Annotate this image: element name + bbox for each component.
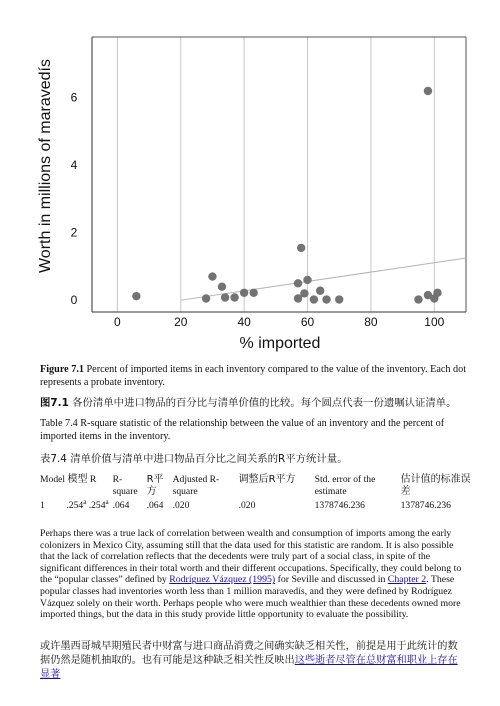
- data-point: [294, 279, 302, 287]
- zh-inline-link[interactable]: 这些逝者尽管在总财富和职业上存在显著: [40, 655, 458, 680]
- table-row: [38, 497, 481, 512]
- table-header-row: [38, 474, 481, 497]
- x-axis-title: % imported: [239, 335, 321, 352]
- body-paragraph-en: [40, 528, 466, 621]
- cell-r-square: .064: [112, 500, 130, 511]
- figure-label-zh: 图7.1: [40, 397, 69, 409]
- data-point: [424, 87, 432, 95]
- paragraph-zh-text: 或许墨西哥城早期殖民者中财富与进口商品消费之间确实缺乏相关性，前提是用于此统计的数据仍然是随机抽取的。也有可能是这种缺乏相关性反映出: [40, 641, 458, 666]
- data-point: [335, 295, 343, 303]
- cell-std-error: 1378746.236: [314, 500, 365, 511]
- paragraph-text: for Seville and discussed in: [275, 574, 388, 586]
- x-tick-label: 60: [300, 315, 315, 329]
- x-tick-label: 80: [364, 315, 378, 329]
- header-r-square: R-square: [112, 474, 138, 497]
- x-tick-label: 40: [237, 315, 251, 329]
- paragraph-text: Perhaps there was a true lack of correlation between wealth and consumption of imports among the early colonizers in Mexico City, assuming still that the data used for this statistic are random. It is also possible that the lack of correlation reflects that the decedents were truly part of a social class, in spite of the significant differences in their total worth and their different occupations. Specifically, they could belong to the “popular classes” defined by: [40, 528, 462, 586]
- figure-caption-zh-text: 各份清单中进口物品的百分比与清单价值的比较。每个圆点代表一份遗嘱认证清单。: [68, 397, 457, 409]
- x-tick-label: 100: [424, 315, 445, 329]
- data-point: [230, 293, 238, 301]
- data-point: [132, 292, 140, 300]
- data-point: [300, 289, 308, 297]
- data-point: [218, 282, 226, 290]
- header-r-square-zh: R平方: [146, 474, 164, 497]
- cell-adjusted-zh: .020: [238, 500, 256, 511]
- header-adjusted-zh: 调整后R平方: [238, 474, 296, 485]
- cell-std-error-zh: 1378746.236: [400, 500, 451, 511]
- data-point: [249, 289, 257, 297]
- body-paragraph-zh: [40, 640, 464, 682]
- data-point: [202, 294, 210, 302]
- x-tick-label: 20: [174, 315, 188, 329]
- data-point: [316, 287, 324, 295]
- chapter-2-link[interactable]: Chapter 2: [387, 574, 427, 586]
- citation-link-rodriguez[interactable]: Rodríguez Vázquez (1995): [169, 574, 276, 586]
- header-std-error: Std. error of the estimate: [314, 474, 376, 497]
- y-tick-labels: [71, 91, 78, 307]
- table-caption: Table 7.4 R-square statistic of the relationship between the value of an inventory and the percent of imported items in the inventory.: [40, 418, 445, 442]
- table-caption-zh: 表7.4 清单价值与清单中进口物品百分比之间关系的R平方统计量。: [40, 453, 348, 465]
- data-point: [240, 289, 248, 297]
- cell-r-square-zh: .064: [146, 500, 164, 511]
- header-model: Model 模型 R: [40, 474, 97, 485]
- figure-caption-text: Percent of imported items in each inventory compared to the value of the inventory. Each dot represents a probate inventory.: [40, 364, 467, 388]
- r-square-table: [38, 474, 481, 512]
- data-points: [132, 87, 442, 304]
- figure-caption: [40, 364, 470, 389]
- cell-adjusted-r-square: .020: [172, 500, 190, 511]
- y-tick-label: 2: [70, 225, 78, 240]
- x-tick-label: 0: [114, 315, 121, 329]
- data-point: [322, 295, 330, 303]
- data-point: [208, 272, 216, 280]
- data-point: [221, 293, 229, 301]
- data-point: [297, 244, 305, 252]
- figure-label: Figure 7.1: [40, 364, 84, 375]
- x-tick-labels: [114, 315, 445, 329]
- data-point: [303, 276, 311, 284]
- paragraph-text: . These popular classes had inventories worth less than 1 million maravedís, and they were defined by Rodríguez Vázquez solely on their worth. Perhaps people who were much wealthier than these decedents owned more imported things, but the data in this study provide little opportunity to evaluate the possibility.: [40, 574, 461, 621]
- y-tick-label: 6: [70, 90, 78, 105]
- header-adjusted-r-square: Adjusted R-square: [172, 474, 220, 497]
- figure-caption-zh: [40, 396, 480, 410]
- y-tick-label: 0: [70, 293, 78, 308]
- data-point: [310, 295, 318, 303]
- y-tick-label: 4: [70, 158, 78, 173]
- y-axis-title: Worth in millions of maravedís: [37, 59, 54, 273]
- header-std-error-zh: 估计值的标准误差: [400, 474, 471, 497]
- data-point: [414, 295, 422, 303]
- cell-model-and-r: 1 .254$^a$ .254$^a$: [40, 497, 109, 511]
- data-point: [433, 289, 441, 297]
- vertical-gridlines: [117, 37, 434, 312]
